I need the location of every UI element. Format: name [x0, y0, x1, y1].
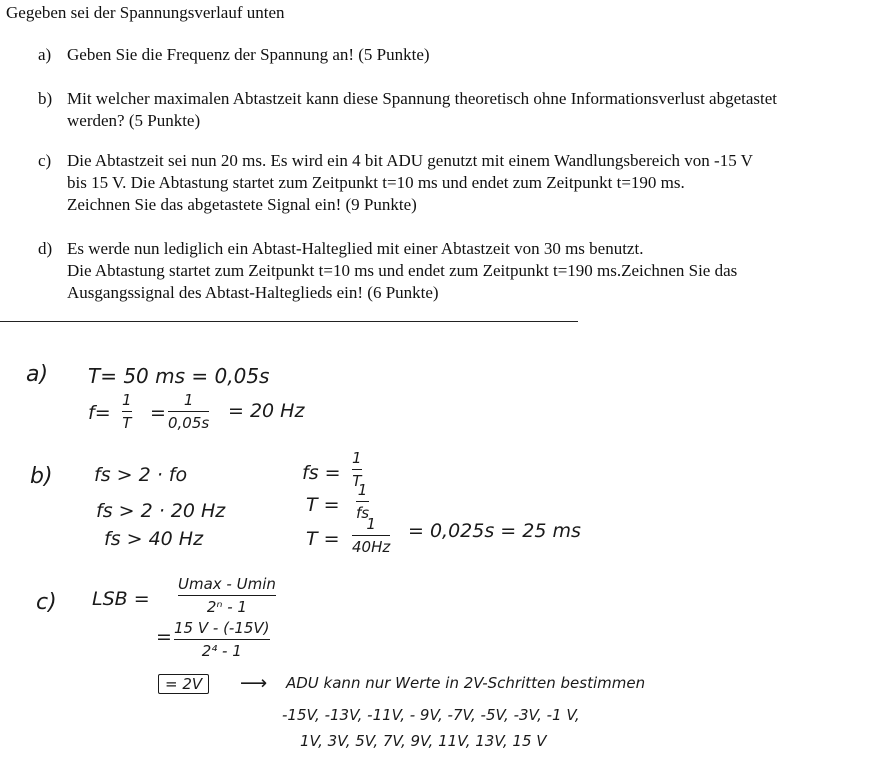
intro-text: Gegeben sei der Spannungsverlauf unten [6, 3, 285, 22]
solution-label-b: b) [30, 464, 53, 489]
solution-a-period: T= 50 ms = 0,05s [88, 364, 270, 388]
solution-label-c: c) [36, 590, 57, 615]
fraction-numerator: 1 [122, 391, 132, 409]
solution-c-values-row-2: 1V, 3V, 5V, 7V, 9V, 11V, 13V, 15 V [300, 732, 547, 750]
solution-c-note: ADU kann nur Werte in 2V-Schritten bestimmen [286, 674, 646, 692]
fraction-numerator: 1 [357, 481, 368, 499]
solution-c-fraction-1 [178, 574, 276, 617]
question-text: Zeichnen Sie das abgetastete Signal ein! (9 Punkte) [67, 195, 417, 214]
question-c [38, 150, 868, 216]
question-text: Ausgangssignal des Abtast-Halteglieds ein! (6 Punkte) [67, 283, 439, 302]
divider-line [0, 321, 578, 322]
question-text: Die Abtastzeit sei nun 20 ms. Es wird ein 4 bit ADU genutzt mit einem Wandlungsbereich von -15 V [67, 151, 753, 170]
solution-c-fraction-2 [174, 618, 270, 661]
question-text: werden? (5 Punkte) [67, 111, 201, 130]
solution-a-fraction-2 [168, 390, 209, 433]
fraction-numerator: 1 [366, 515, 376, 533]
solution-c-lsb-prefix: LSB = [92, 588, 150, 610]
solution-a-f-prefix: f= [88, 402, 111, 424]
fraction-bar [178, 595, 276, 596]
solution-b-line-3: fs > 40 Hz [104, 528, 204, 550]
question-label: b) [38, 89, 53, 108]
fraction-numerator: 15 V - (-15V) [174, 619, 270, 637]
solution-c-equals: = [156, 626, 172, 648]
solution-label-a: a) [26, 362, 49, 387]
fraction-numerator: 1 [352, 449, 362, 467]
question-text: Die Abtastung startet zum Zeitpunkt t=10 ms und endet zum Zeitpunkt t=190 ms.Zeichnen Sie das [67, 261, 738, 280]
solution-c-lsb-result: = 2V [158, 674, 209, 694]
fraction-bar [352, 469, 362, 470]
fraction-bar [122, 411, 132, 412]
solution-b-line-1: fs > 2 · fo [94, 464, 188, 486]
fraction-numerator: 1 [183, 391, 194, 409]
solution-a-fraction-1 [122, 390, 132, 433]
solution-b-result: = 0,025s = 25 ms [408, 520, 581, 542]
fraction-bar [168, 411, 209, 412]
fraction-denominator: 0,05s [168, 414, 210, 432]
fraction-denominator: T [122, 414, 132, 432]
fraction-bar [352, 535, 390, 536]
fraction-numerator: Umax - Umin [178, 575, 276, 593]
solution-b-t-prefix: T = [306, 494, 340, 516]
fraction-bar [356, 501, 369, 502]
fraction-denominator: T [352, 472, 362, 490]
fraction-denominator: 2⁴ - 1 [201, 642, 242, 660]
question-b [38, 88, 868, 132]
question-label: d) [38, 239, 53, 258]
arrow-right-icon: ⟶ [240, 672, 268, 694]
solution-b-fraction-3 [352, 514, 390, 557]
solution-a-result: = 20 Hz [228, 400, 305, 422]
question-a [38, 44, 868, 66]
solution-b-line-2: fs > 2 · 20 Hz [96, 500, 226, 522]
solution-b-fs-prefix: fs = [302, 462, 341, 484]
question-d [38, 238, 868, 304]
fraction-denominator: 2ⁿ - 1 [206, 598, 247, 616]
question-text: Geben Sie die Frequenz der Spannung an! (5 Punkte) [67, 45, 430, 64]
question-label: c) [38, 151, 52, 170]
question-label: a) [38, 45, 52, 64]
solution-c-values-row-1: -15V, -13V, -11V, - 9V, -7V, -5V, -3V, -1 V, [282, 706, 580, 724]
fraction-bar [174, 639, 270, 640]
fraction-denominator: 40Hz [352, 538, 391, 556]
question-text: Mit welcher maximalen Abtastzeit kann diese Spannung theoretisch ohne Informationsverlust abgetastet [67, 89, 778, 108]
solution-a-equals: = [150, 402, 166, 424]
fraction-denominator: fs [356, 504, 370, 522]
question-text: bis 15 V. Die Abtastung startet zum Zeitpunkt t=10 ms und endet zum Zeitpunkt t=190 ms. [67, 173, 685, 192]
question-text: Es werde nun lediglich ein Abtast-Halteglied mit einer Abtastzeit von 30 ms benutzt. [67, 239, 644, 258]
solution-b-t2-prefix: T = [306, 528, 340, 550]
